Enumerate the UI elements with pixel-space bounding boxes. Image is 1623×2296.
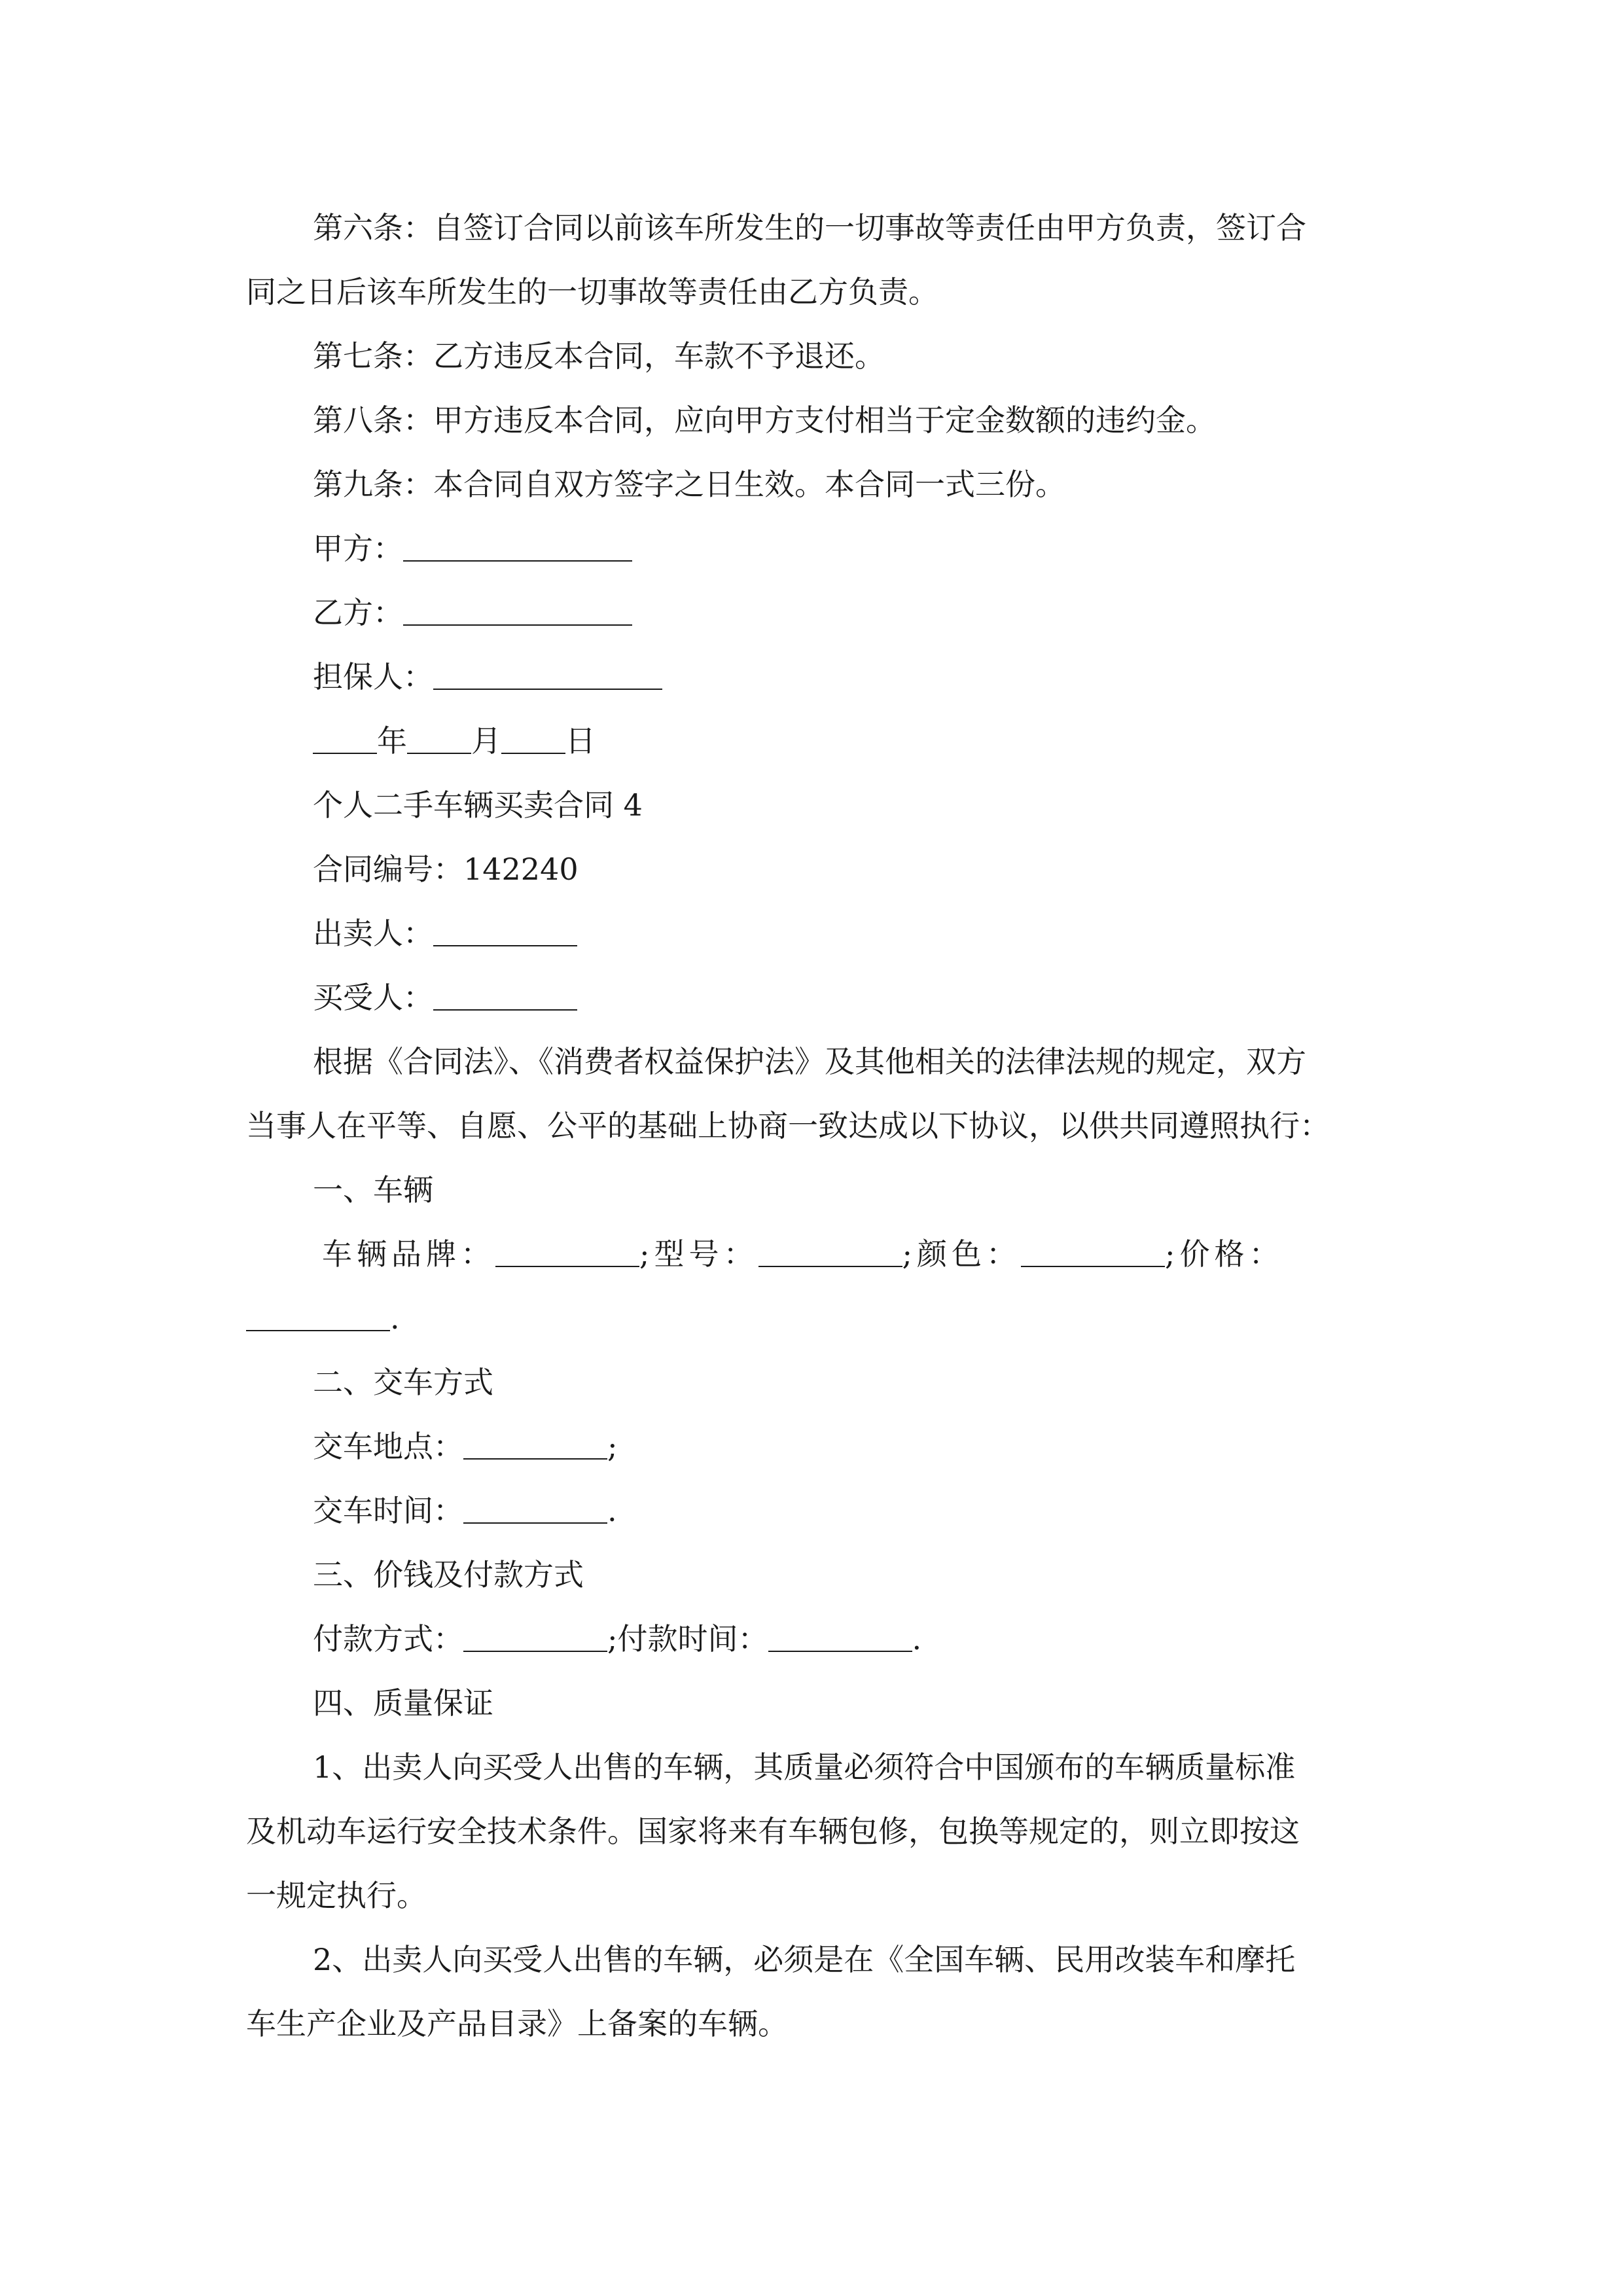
clause-6-line-2: 同之日后该车所发生的一切事故等责任由乙方负责。 <box>246 274 938 310</box>
quality-item-1-line-1: 1、出卖人向买受人出售的车辆，其质量必须符合中国颁布的车辆质量标准 <box>313 1749 1296 1785</box>
delivery-time-label: 交车时间： <box>313 1493 463 1528</box>
price-label: ;价格： <box>1165 1236 1284 1272</box>
party-a-label: 甲方： <box>313 531 403 566</box>
payment-time-blank <box>768 1623 912 1652</box>
buyer-line <box>313 978 577 1017</box>
quality-item-1-line-2: 及机动车运行安全技术条件。国家将来有车辆包修，包换等规定的，则立即按这 <box>246 1814 1300 1849</box>
contract-number-label: 合同编号： <box>313 852 463 887</box>
delivery-time-line <box>313 1491 617 1530</box>
clause-9: 第九条：本合同自双方签字之日生效。本合同一式三份。 <box>313 467 1065 502</box>
price-period: . <box>390 1300 400 1336</box>
delivery-time-end: . <box>607 1493 617 1528</box>
day-label: 日 <box>565 723 596 759</box>
price-value-line <box>246 1299 400 1338</box>
contract-title: 个人二手车辆买卖合同 4 <box>313 787 643 823</box>
brand-blank <box>495 1238 639 1267</box>
payment-line <box>313 1619 921 1659</box>
delivery-place-line <box>313 1427 618 1466</box>
guarantor-label: 担保人： <box>313 659 433 694</box>
clause-8: 第八条：甲方违反本合同，应向甲方支付相当于定金数额的违约金。 <box>313 403 1216 438</box>
section-1-heading: 一、车辆 <box>313 1172 433 1208</box>
brand-label: 车辆品牌： <box>322 1236 495 1272</box>
year-blank <box>313 725 377 754</box>
section-4-heading: 四、质量保证 <box>313 1685 493 1721</box>
payment-method-label: 付款方式： <box>313 1621 463 1657</box>
payment-time-label: ;付款时间： <box>607 1621 768 1657</box>
date-line <box>313 721 596 761</box>
color-label: ;颜色： <box>902 1236 1021 1272</box>
month-label: 月 <box>471 723 501 759</box>
color-blank <box>1021 1238 1165 1267</box>
delivery-place-blank <box>463 1431 607 1460</box>
party-a-blank <box>403 533 632 562</box>
month-blank <box>407 725 471 754</box>
guarantor-blank <box>433 661 662 690</box>
section-2-heading: 二、交车方式 <box>313 1365 493 1400</box>
payment-end: . <box>912 1621 922 1657</box>
seller-blank <box>433 918 577 946</box>
preamble-line-2: 当事人在平等、自愿、公平的基础上协商一致达成以下协议，以供共同遵照执行： <box>246 1108 1330 1143</box>
payment-method-blank <box>463 1623 607 1652</box>
day-blank <box>501 725 565 754</box>
preamble-line-1: 根据《合同法》、《消费者权益保护法》及其他相关的法律法规的规定，双方 <box>313 1044 1306 1079</box>
quality-item-2-line-1: 2、出卖人向买受人出售的车辆，必须是在《全国车辆、民用改装车和摩托 <box>313 1942 1296 1977</box>
vehicle-details-line <box>322 1234 1284 1274</box>
quality-item-1-line-3: 一规定执行。 <box>246 1878 427 1913</box>
party-b-label: 乙方： <box>313 595 403 630</box>
model-blank <box>758 1238 902 1267</box>
contract-number: 142240 <box>463 852 579 887</box>
party-b-signature-line <box>313 593 632 632</box>
clause-7: 第七条：乙方违反本合同，车款不予退还。 <box>313 338 885 374</box>
delivery-place-end: ; <box>607 1429 618 1464</box>
buyer-blank <box>433 982 577 1011</box>
delivery-time-blank <box>463 1495 607 1524</box>
seller-line <box>313 914 577 953</box>
quality-item-2-line-2: 车生产企业及产品目录》上备案的车辆。 <box>246 2006 788 2041</box>
guarantor-signature-line <box>313 657 662 696</box>
contract-number-line <box>313 850 579 889</box>
model-label: ;型号： <box>639 1236 758 1272</box>
year-label: 年 <box>377 723 407 759</box>
clause-6-line-1: 第六条：自签订合同以前该车所发生的一切事故等责任由甲方负责，签订合 <box>313 210 1306 245</box>
delivery-place-label: 交车地点： <box>313 1429 463 1464</box>
section-3-heading: 三、价钱及付款方式 <box>313 1557 584 1592</box>
party-b-blank <box>403 597 632 626</box>
price-blank <box>246 1302 390 1331</box>
buyer-label: 买受人： <box>313 980 433 1015</box>
party-a-signature-line <box>313 529 632 568</box>
seller-label: 出卖人： <box>313 916 433 951</box>
